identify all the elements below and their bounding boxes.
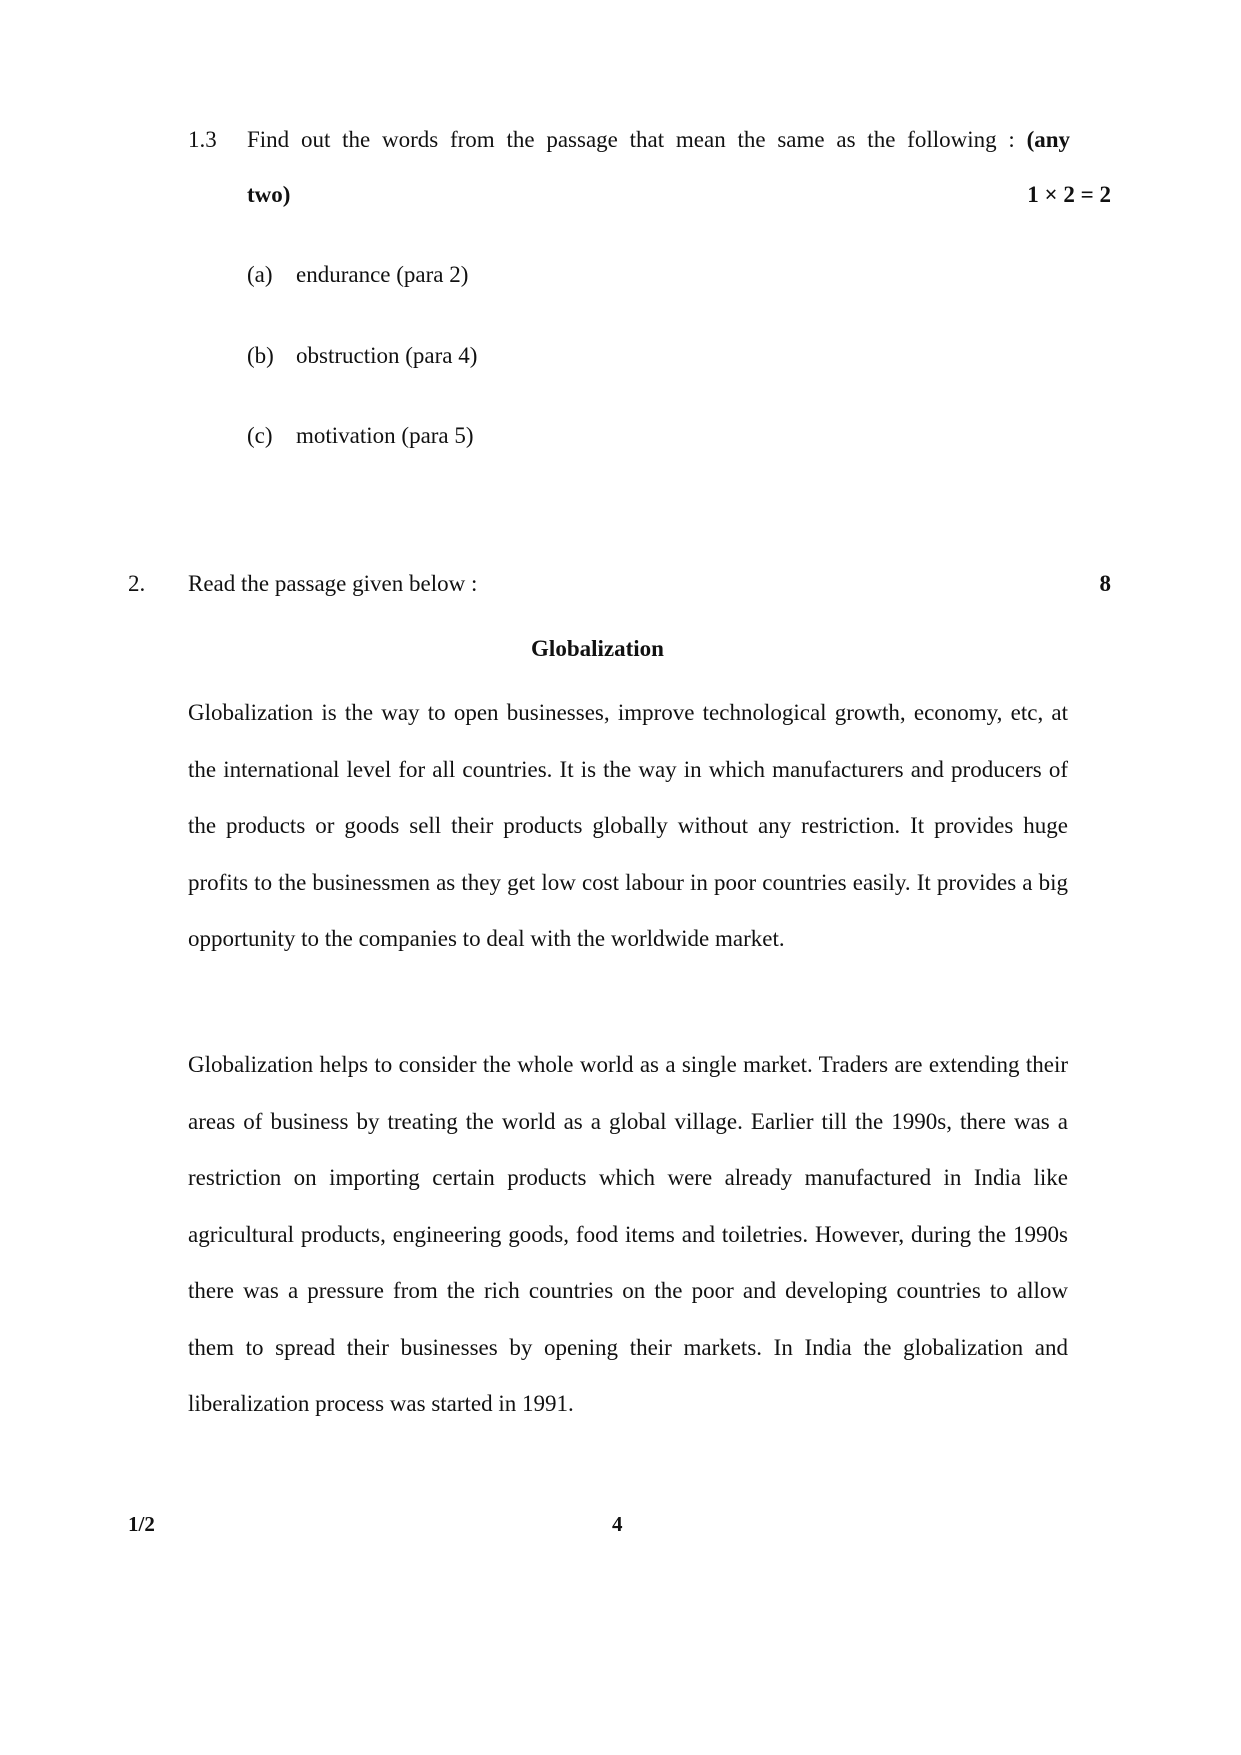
passage-paragraph: Globalization helps to consider the whole world as a single market. Traders are extending their areas of business by treating the world as a global village. Earlier till the 1990s, there was a restriction on importing certain products which were already manufactured in India like agricultural products, engineering goods, food items and toiletries. However, during the 1990s there was a pressure from the rich countries on the poor and developing countries to allow them to spread their businesses by opening their markets. In India the globalization and liberalization process was started in 1991. [188,1052,1068,1416]
option-label: (a) [247,262,273,287]
option-label: (b) [247,343,274,368]
option-text: obstruction (para 4) [296,343,478,368]
passage-paragraph: Globalization is the way to open businesses, improve technological growth, economy, etc, at the international level for all countries. It is the way in which manufacturers and producers of the products or goods sell their products globally without any restriction. It provides huge profits to the businessmen as they get low cost labour in poor countries easily. It provides a big opportunity to the companies to deal with the worldwide market. [188,700,1068,951]
question-number: 2. [128,571,146,596]
question-qualifier-end: two) [247,182,291,207]
question-marks: 8 [1099,571,1111,596]
passage-title: Globalization [531,636,664,661]
footer-paper-code: 1/2 [128,1512,155,1536]
option-label: (c) [247,423,273,448]
question-qualifier-start: (any [1026,127,1071,152]
question-text [247,128,1070,151]
question-text-main: Find out the words from the passage that mean the same as the following : [247,127,1015,152]
question-marks: 1 × 2 = 2 [1027,182,1111,207]
option-text: motivation (para 5) [296,423,474,448]
question-text: Read the passage given below : [188,571,478,596]
footer-page-number: 4 [612,1512,623,1536]
question-number: 1.3 [188,127,217,152]
option-text: endurance (para 2) [296,262,469,287]
